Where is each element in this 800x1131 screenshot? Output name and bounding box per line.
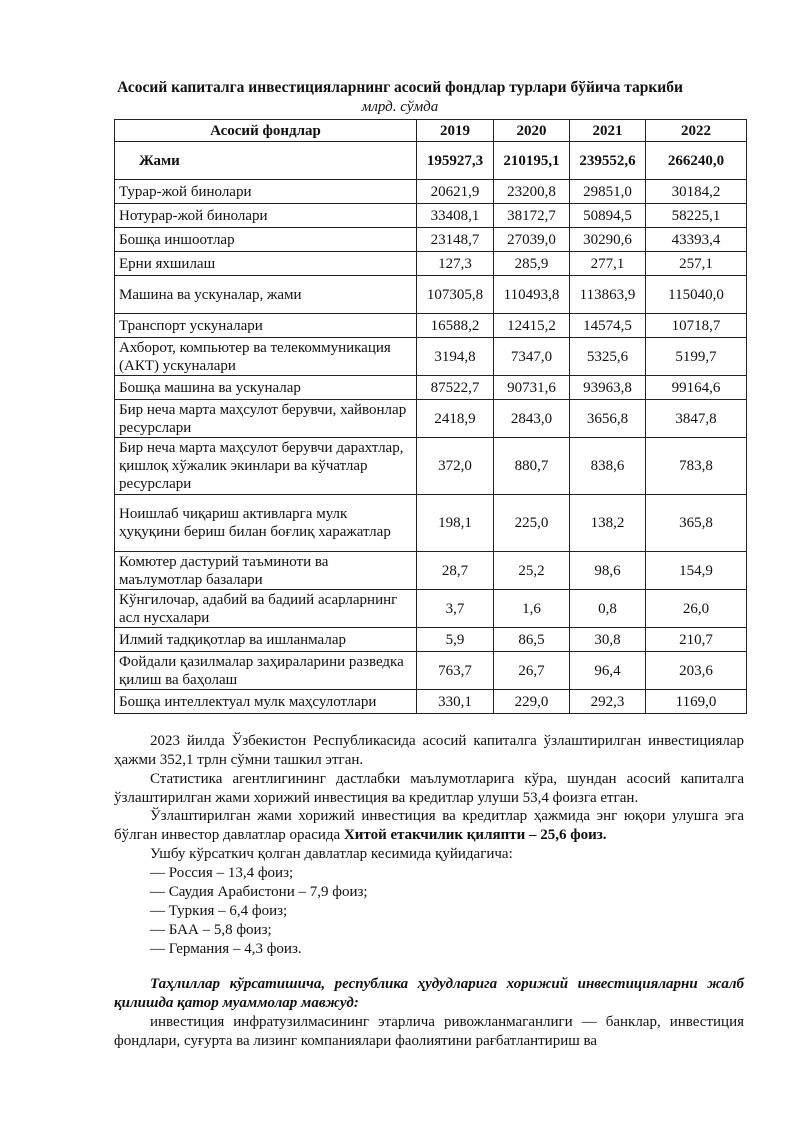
column-header: 2021: [570, 120, 646, 142]
cell-value: 880,7: [494, 438, 570, 495]
cell-value: 28,7: [417, 552, 494, 590]
cell-value: 195927,3: [417, 142, 494, 180]
row-label: Турар-жой бинолари: [115, 180, 417, 204]
cell-value: 3847,8: [646, 400, 747, 438]
cell-value: 99164,6: [646, 376, 747, 400]
cell-value: 30290,6: [570, 228, 646, 252]
row-label: Фойдали қазилмалар заҳираларини разведка қилиш ва баҳолаш: [115, 652, 417, 690]
table-row: [115, 690, 747, 714]
cell-value: 87522,7: [417, 376, 494, 400]
cell-value: 26,0: [646, 590, 747, 628]
cell-value: 1169,0: [646, 690, 747, 714]
cell-value: 127,3: [417, 252, 494, 276]
cell-value: 5325,6: [570, 338, 646, 376]
cell-value: 5,9: [417, 628, 494, 652]
table-header-row: [115, 120, 747, 142]
cell-value: 365,8: [646, 495, 747, 552]
paragraph-3: [114, 807, 744, 845]
cell-value: 138,2: [570, 495, 646, 552]
column-header: 2019: [417, 120, 494, 142]
cell-value: 25,2: [494, 552, 570, 590]
row-label: Ноишлаб чиқариш активларга мулк ҳуқуқини бериш билан боғлиқ харажатлар: [115, 495, 417, 552]
cell-value: 154,9: [646, 552, 747, 590]
cell-value: 93963,8: [570, 376, 646, 400]
row-label: Транспорт ускуналари: [115, 314, 417, 338]
cell-value: 98,6: [570, 552, 646, 590]
paragraph-5: инвестиция инфратузилмасининг этарлича ривожланмаганлиги — банклар, инвестиция фондлари, суғурта ва лизинг компаниялари фаолиятини рағбатлантириш ва: [114, 1014, 744, 1049]
table-row: [115, 376, 747, 400]
list-item: — Россия – 13,4 фоиз;: [150, 865, 294, 881]
list-item: — Германия – 4,3 фоиз.: [150, 941, 302, 957]
cell-value: 30184,2: [646, 180, 747, 204]
row-label: Ерни яхшилаш: [115, 252, 417, 276]
table-row: [115, 338, 747, 376]
cell-value: 330,1: [417, 690, 494, 714]
table-row: [115, 400, 747, 438]
cell-value: 7347,0: [494, 338, 570, 376]
cell-value: 50894,5: [570, 204, 646, 228]
table-row: [115, 590, 747, 628]
table-row: [115, 276, 747, 314]
table-title: Асосий капиталга инвестицияларнинг асосий фондлар турлари бўйича таркиби: [117, 79, 683, 96]
section-heading: Таҳлиллар кўрсатишича, республика ҳудудларига хорижий инвестицияларни жалб қилишда қатор муаммолар мавжуд:: [114, 976, 744, 1011]
row-label: Нотурар-жой бинолари: [115, 204, 417, 228]
column-header: 2020: [494, 120, 570, 142]
row-label: Бошқа иншоотлар: [115, 228, 417, 252]
paragraph-3-text: Ўзлаштирилган жами хорижий инвестиция ва кредитлар ҳажмида энг юқори улушга эга бўлган инвестор давлатлар орасида: [114, 808, 744, 843]
table-total-row: [115, 142, 747, 180]
table-row: [115, 438, 747, 495]
paragraph-2: Статистика агентлигининг дастлабки маълумотларига кўра, шундан асосий капиталга ўзлаштирилган жами хорижий инвестиция ва кредитлар улуши 53,4 фоизга етган.: [114, 771, 744, 806]
cell-value: 3,7: [417, 590, 494, 628]
cell-value: 763,7: [417, 652, 494, 690]
row-label: Комютер дастурий таъминоти ва маълумотлар базалари: [115, 552, 417, 590]
cell-value: 257,1: [646, 252, 747, 276]
cell-value: 292,3: [570, 690, 646, 714]
table-row: [115, 180, 747, 204]
cell-value: 26,7: [494, 652, 570, 690]
cell-value: 20621,9: [417, 180, 494, 204]
cell-value: 33408,1: [417, 204, 494, 228]
row-label: Илмий тадқиқотлар ва ишланмалар: [115, 628, 417, 652]
cell-value: 229,0: [494, 690, 570, 714]
cell-value: 203,6: [646, 652, 747, 690]
cell-value: 14574,5: [570, 314, 646, 338]
list-item: — Туркия – 6,4 фоиз;: [150, 903, 288, 919]
cell-value: 58225,1: [646, 204, 747, 228]
paragraph-1: 2023 йилда Ўзбекистон Республикасида асосий капиталга ўзлаштирилган инвестициялар ҳажми 352,1 трлн сўмни ташкил этган.: [114, 733, 744, 768]
cell-value: 266240,0: [646, 142, 747, 180]
cell-value: 96,4: [570, 652, 646, 690]
column-header: Асосий фондлар: [115, 120, 417, 142]
cell-value: 2418,9: [417, 400, 494, 438]
cell-value: 0,8: [570, 590, 646, 628]
cell-value: 113863,9: [570, 276, 646, 314]
table-row: [115, 314, 747, 338]
cell-value: 23148,7: [417, 228, 494, 252]
cell-value: 10718,7: [646, 314, 747, 338]
paragraph-4: Ушбу кўрсаткич қолган давлатлар кесимида қуйидагича:: [150, 846, 513, 862]
table-row: [115, 495, 747, 552]
cell-value: 277,1: [570, 252, 646, 276]
row-label: Бошқа интеллектуал мулк маҳсулотлари: [115, 690, 417, 714]
column-header: 2022: [646, 120, 747, 142]
row-label: Бир неча марта маҳсулот берувчи, хайвонлар ресурслари: [115, 400, 417, 438]
cell-value: 43393,4: [646, 228, 747, 252]
list-item: — БАА – 5,8 фоиз;: [150, 922, 272, 938]
cell-value: 12415,2: [494, 314, 570, 338]
cell-value: 5199,7: [646, 338, 747, 376]
list-item: — Саудия Арабистони – 7,9 фоиз;: [150, 884, 368, 900]
cell-value: 783,8: [646, 438, 747, 495]
cell-value: 3656,8: [570, 400, 646, 438]
asset-table: [114, 119, 747, 714]
row-label: Бошқа машина ва ускуналар: [115, 376, 417, 400]
row-label: Машина ва ускуналар, жами: [115, 276, 417, 314]
cell-value: 838,6: [570, 438, 646, 495]
cell-value: 23200,8: [494, 180, 570, 204]
paragraph-3-highlight: Хитой етакчилик қиляпти – 25,6 фоиз.: [343, 827, 607, 843]
cell-value: 107305,8: [417, 276, 494, 314]
table-row: [115, 204, 747, 228]
table-row: [115, 228, 747, 252]
cell-value: 210,7: [646, 628, 747, 652]
cell-value: 285,9: [494, 252, 570, 276]
cell-value: 1,6: [494, 590, 570, 628]
row-label: Жами: [115, 142, 417, 180]
cell-value: 372,0: [417, 438, 494, 495]
cell-value: 30,8: [570, 628, 646, 652]
cell-value: 198,1: [417, 495, 494, 552]
cell-value: 16588,2: [417, 314, 494, 338]
cell-value: 210195,1: [494, 142, 570, 180]
cell-value: 225,0: [494, 495, 570, 552]
cell-value: 29851,0: [570, 180, 646, 204]
row-label: Ахборот, компьютер ва телекоммуникация (АКТ) ускуналари: [115, 338, 417, 376]
table-row: [115, 652, 747, 690]
cell-value: 239552,6: [570, 142, 646, 180]
cell-value: 38172,7: [494, 204, 570, 228]
cell-value: 86,5: [494, 628, 570, 652]
table-row: [115, 552, 747, 590]
cell-value: 115040,0: [646, 276, 747, 314]
cell-value: 110493,8: [494, 276, 570, 314]
cell-value: 3194,8: [417, 338, 494, 376]
cell-value: 2843,0: [494, 400, 570, 438]
cell-value: 27039,0: [494, 228, 570, 252]
table-unit: млрд. сўмда: [361, 99, 439, 115]
cell-value: 90731,6: [494, 376, 570, 400]
table-row: [115, 628, 747, 652]
table-row: [115, 252, 747, 276]
row-label: Бир неча марта маҳсулот берувчи дарахтлар, қишлоқ хўжалик экинлари ва кўчатлар ресурслари: [115, 438, 417, 495]
row-label: Кўнгилочар, адабий ва бадиий асарларнинг асл нусхалари: [115, 590, 417, 628]
